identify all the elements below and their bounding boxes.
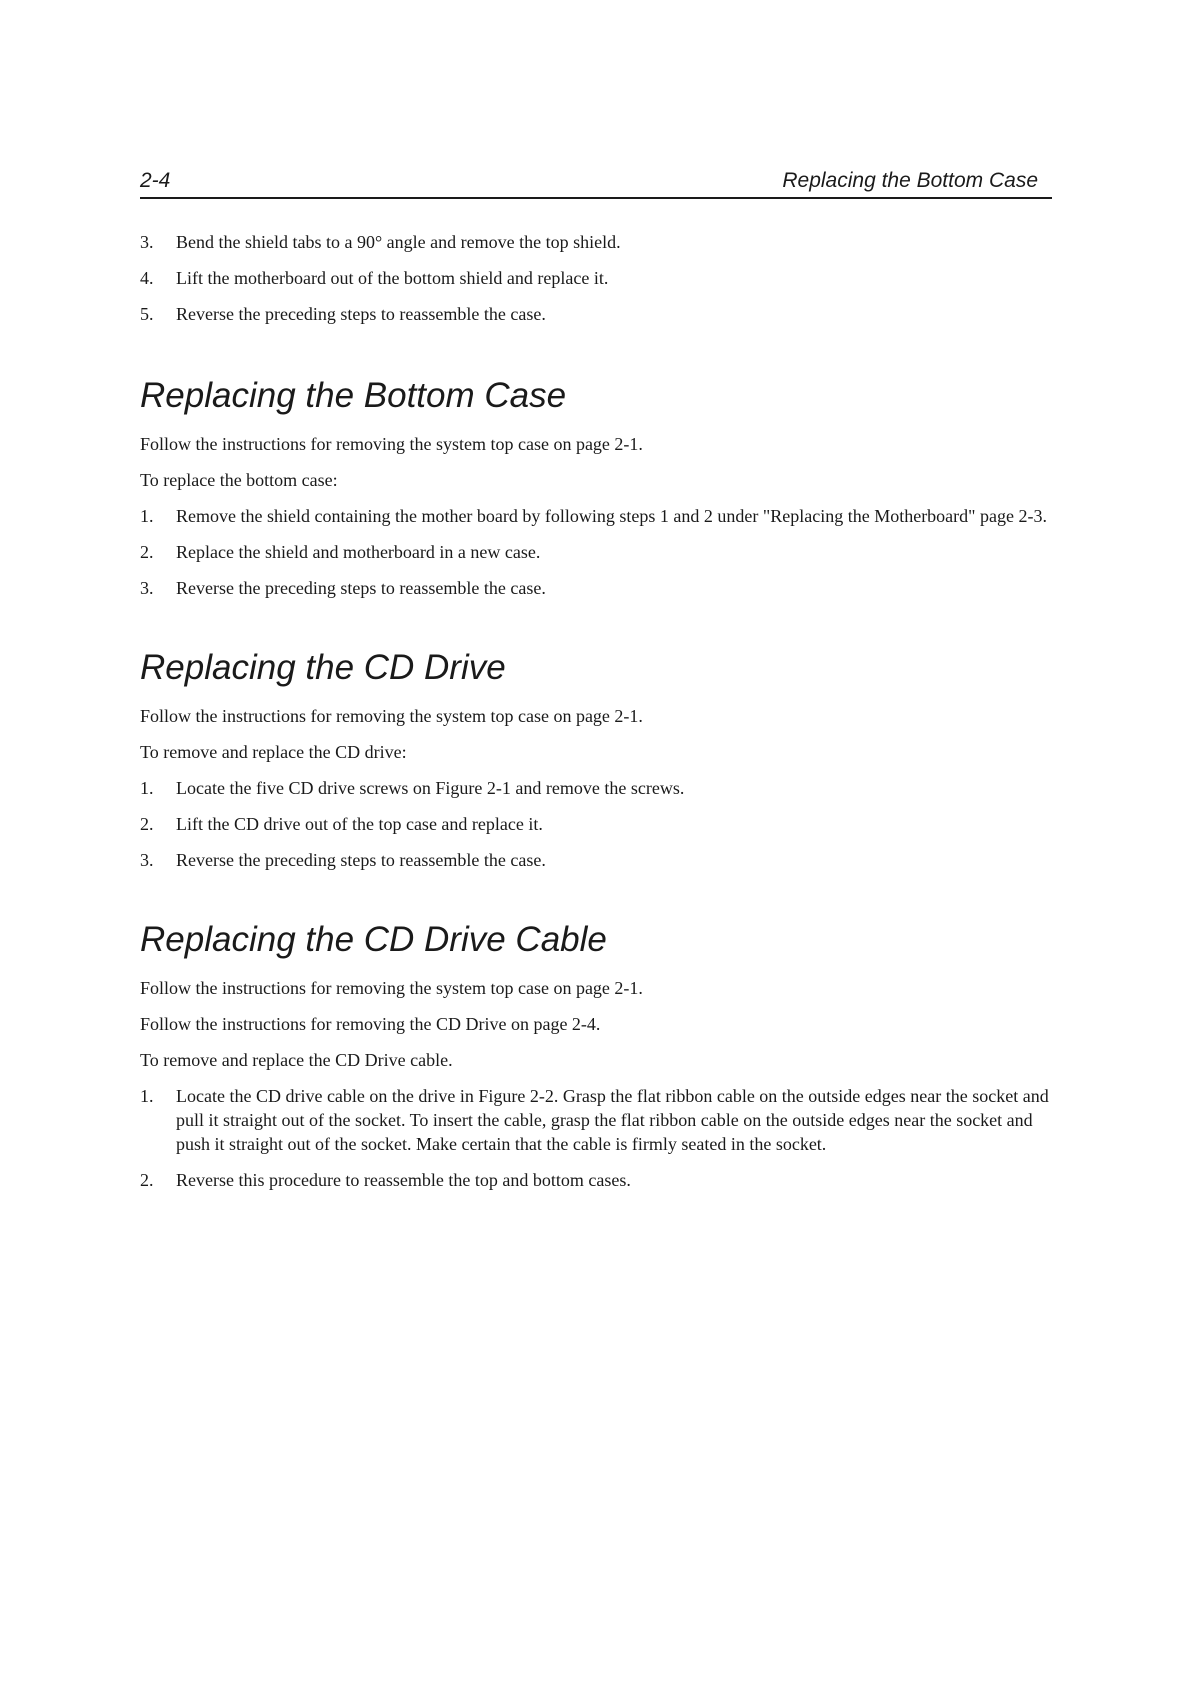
list-item: [140, 848, 1060, 872]
list-item: [140, 504, 1060, 528]
list-item: [140, 812, 1060, 836]
paragraph: Follow the instructions for removing the CD Drive on page 2-4.: [140, 1014, 601, 1034]
step-number: 2.: [140, 1170, 154, 1190]
step-number: 3.: [140, 232, 154, 252]
paragraph: Follow the instructions for removing the system top case on page 2-1.: [140, 978, 643, 998]
step-text: Remove the shield containing the mother board by following steps 1 and 2 under "Replacing the Motherboard" page 2-3.: [176, 506, 1047, 526]
step-number: 1.: [140, 506, 154, 526]
section-heading: Replacing the Bottom Case: [140, 376, 567, 415]
paragraph: To remove and replace the CD drive:: [140, 742, 407, 762]
running-title: Replacing the Bottom Case: [782, 169, 1038, 192]
paragraph: To remove and replace the CD Drive cable.: [140, 1050, 453, 1070]
list-item: [140, 576, 1060, 600]
step-number: 1.: [140, 778, 154, 798]
section-cd-drive: [140, 648, 1060, 872]
list-item: [140, 1084, 1060, 1156]
step-text: Reverse the preceding steps to reassemble the case.: [176, 304, 546, 324]
step-text: Lift the motherboard out of the bottom shield and replace it.: [176, 268, 609, 288]
page-content: [140, 230, 1060, 1204]
step-number: 2.: [140, 814, 154, 834]
step-number: 5.: [140, 304, 154, 324]
list-item: [140, 230, 1060, 254]
step-number: 4.: [140, 268, 154, 288]
page-number: 2-4: [140, 169, 171, 192]
step-number: 3.: [140, 578, 154, 598]
list-item: [140, 302, 1060, 326]
step-number: 1.: [140, 1086, 154, 1106]
continued-steps: [140, 230, 1060, 326]
list-item: [140, 776, 1060, 800]
paragraph: To replace the bottom case:: [140, 470, 338, 490]
step-text: Locate the five CD drive screws on Figure 2-1 and remove the screws.: [176, 778, 685, 798]
section-heading: Replacing the CD Drive: [140, 648, 506, 687]
list-item: [140, 266, 1060, 290]
step-number: 2.: [140, 542, 154, 562]
step-text: Bend the shield tabs to a 90° angle and remove the top shield.: [176, 232, 621, 252]
step-text: Reverse the preceding steps to reassemble the case.: [176, 850, 546, 870]
page-header: [140, 167, 1052, 199]
step-text: Replace the shield and motherboard in a new case.: [176, 542, 541, 562]
section-bottom-case: [140, 376, 1060, 600]
list-item: [140, 540, 1060, 564]
paragraph: Follow the instructions for removing the system top case on page 2-1.: [140, 706, 643, 726]
step-text: Lift the CD drive out of the top case and replace it.: [176, 814, 543, 834]
step-text: Locate the CD drive cable on the drive in Figure 2-2. Grasp the flat ribbon cable on the outside edges near the socket and pull it straight out of the socket. To insert the cable, grasp the flat ribbon cable on the outside edges near the socket and push it straight out of the socket. Make certain that the cable is firmly seated in the socket.: [176, 1086, 1049, 1154]
section-cd-drive-cable: [140, 920, 1060, 1192]
step-text: Reverse this procedure to reassemble the top and bottom cases.: [176, 1170, 631, 1190]
step-text: Reverse the preceding steps to reassemble the case.: [176, 578, 546, 598]
paragraph: Follow the instructions for removing the system top case on page 2-1.: [140, 434, 643, 454]
list-item: [140, 1168, 1060, 1192]
section-heading: Replacing the CD Drive Cable: [140, 920, 607, 959]
step-number: 3.: [140, 850, 154, 870]
